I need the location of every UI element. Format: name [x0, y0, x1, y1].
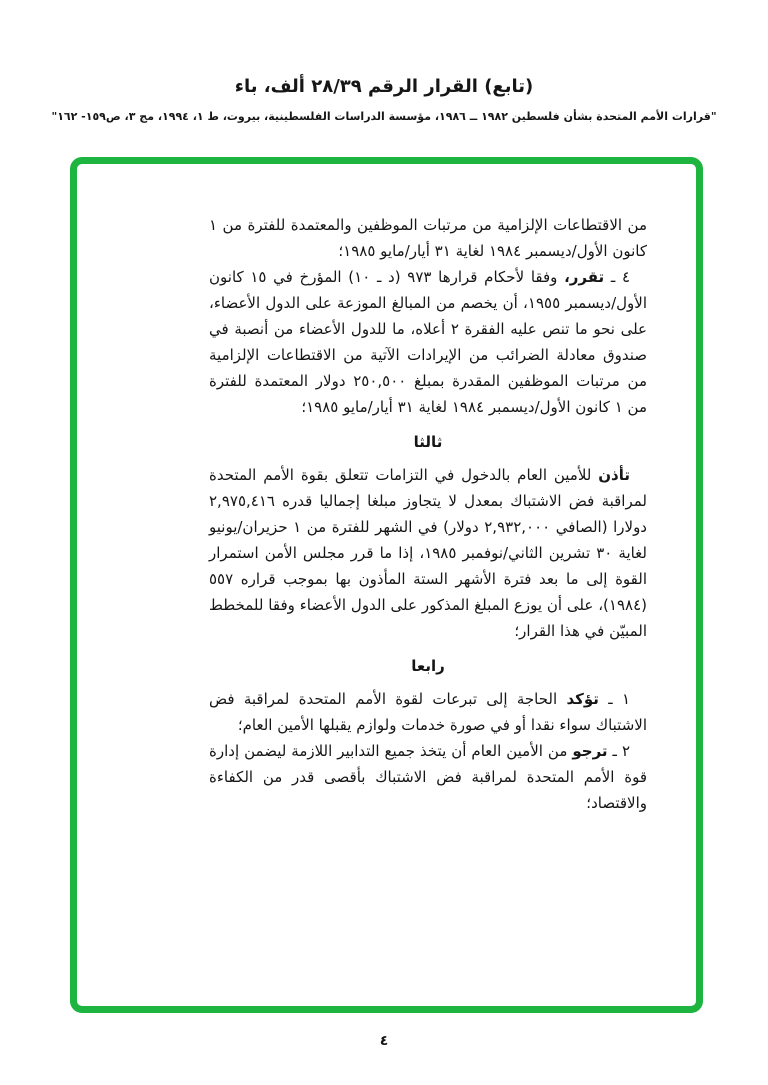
paragraph — [209, 264, 647, 420]
section-heading: رابعا — [411, 657, 445, 675]
paragraph — [209, 212, 647, 264]
text-run: من الأمين العام أن يتخذ جميع التدابير اللازمة ليضمن إدارة قوة الأمم المتحدة لمراقبة فض الاشتباك بأقصى قدر من الكفاءة والاقتصاد؛ — [209, 742, 647, 812]
text-run: وفقا لأحكام قرارها ٩٧٣ (د ـ ١٠) المؤرخ في ١٥ كانون الأول/ديسمبر ١٩٥٥، أن يخصم من المبالغ الموزعة على الدول الأعضاء، على نحو ما تنص عليه الفقرة ٢ أعلاه، ما للدول الأعضاء من أنصبة في صندوق معادلة الضرائب من الإيرادات الآتية من الاقتطاعات الإلزامية من مرتبات الموظفين المقدرة بمبلغ ٢٥٠,٥٠٠ دولار المعتمدة للفترة من ١ كانون الأول/ديسمبر ١٩٨٤ لغاية ٣١ أيار/مايو ١٩٨٥؛ — [209, 268, 647, 416]
text-run: ٢ ـ — [607, 742, 630, 760]
text-run: الحاجة إلى تبرعات لقوة الأمم المتحدة لمراقبة فض الاشتباك سواء نقدا أو في صورة خدمات ولوازم يقبلها الأمين العام؛ — [209, 690, 647, 734]
page-title: (تابع) القرار الرقم ٢٨/٣٩ ألف، باء — [234, 76, 534, 97]
text-run: تأذن — [598, 466, 630, 484]
page-number: ٤ — [379, 1033, 389, 1049]
text-run: تقرر، — [564, 268, 605, 286]
source-citation: "قرارات الأمم المتحدة بشأن فلسطين ١٩٨٢ ــ ١٩٨٦، مؤسسة الدراسات الفلسطينية، بيروت، ط ١، ١٩٩٤، مج ٣، ص١٥٩- ١٦٢" — [51, 110, 717, 123]
text-run: تؤكد — [566, 690, 599, 708]
section-heading: ثالثا — [413, 433, 443, 451]
paragraph — [209, 462, 647, 644]
text-run: من الاقتطاعات الإلزامية من مرتبات الموظفين والمعتمدة للفترة من ١ كانون الأول/ديسمبر ١٩٨٤ لغاية ٣١ أيار/مايو ١٩٨٥؛ — [209, 216, 647, 260]
text-run: للأمين العام بالدخول في التزامات تتعلق بقوة الأمم المتحدة لمراقبة فض الاشتباك بمعدل لا يتجاوز مبلغا إجماليا قدره ٢,٩٧٥,٤١٦ دولارا (الصافي ٢,٩٣٢,٠٠٠ دولار) في الشهر للفترة من ١ حزيران/يونيو لغاية ٣٠ تشرين الثاني/نوفمبر ١٩٨٥، إذا ما قرر مجلس الأمن استمرار القوة إلى ما بعد فترة الأشهر الستة المأذون بها بموجب قراره ٥٥٧ (١٩٨٤)، على أن يوزع المبلغ المذكور على الدول الأعضاء وفقا للمخطط المبيّن في هذا القرار؛ — [209, 466, 647, 640]
paragraph — [209, 686, 647, 738]
paragraph — [209, 738, 647, 816]
text-run: ١ ـ — [598, 690, 630, 708]
text-run: ترجو — [572, 742, 608, 760]
document-body — [209, 212, 647, 816]
text-run: ٤ ـ — [604, 268, 631, 286]
